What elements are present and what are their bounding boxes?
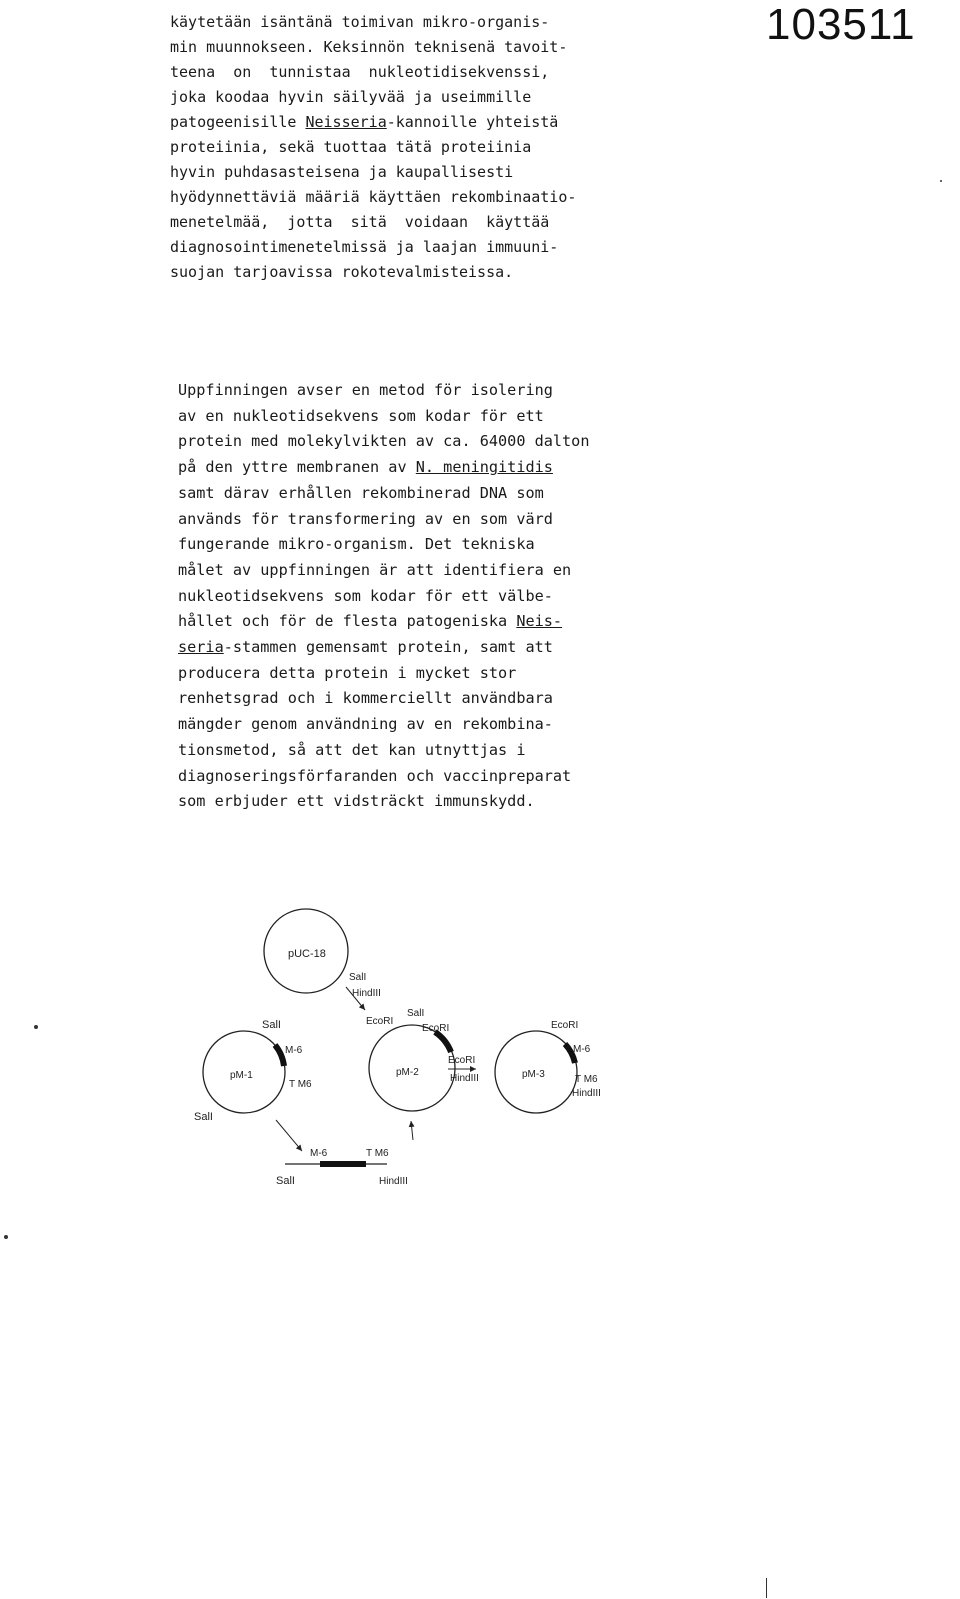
text-run: producera detta protein i mycket stor <box>178 663 517 682</box>
pm2-ecori-b-label: EcoRI <box>422 1023 450 1034</box>
text-line <box>178 609 608 635</box>
text-line <box>178 661 608 687</box>
pm2-hind3-label: HindIII <box>450 1073 479 1084</box>
text-line <box>178 635 608 661</box>
text-run: samt därav erhållen rekombinerad DNA som <box>178 483 544 502</box>
text-run: nukleotidsekvens som kodar för ett välbe- <box>178 586 553 605</box>
arrow-to-fragment <box>276 1120 302 1151</box>
text-line <box>170 60 710 85</box>
puc18-sal1-label: SalI <box>349 972 367 983</box>
fragment-sal1-label: SalI <box>276 1175 295 1187</box>
text-line <box>178 429 608 455</box>
fragment-insert <box>320 1161 366 1167</box>
pm1-m6-label: M-6 <box>285 1045 303 1056</box>
pm3-m6-label: M-6 <box>573 1044 591 1055</box>
species-name: Neis- <box>516 612 563 631</box>
text-line <box>170 110 710 135</box>
text-run: tionsmetod, så att det kan utnyttjas i <box>178 740 526 759</box>
text-run: menetelmää, jotta sitä voidaan käyttää <box>170 213 550 231</box>
text-run: diagnosointimenetelmissä ja laajan immuuni- <box>170 238 559 256</box>
text-run: används för transformering av en som värd <box>178 509 553 528</box>
text-line <box>170 260 710 285</box>
text-line <box>170 185 710 210</box>
text-line <box>178 507 608 533</box>
text-line <box>178 584 608 610</box>
text-run: teena on tunnistaa nukleotidisekvenssi, <box>170 63 550 81</box>
puc18-hind3-label: HindIII <box>352 988 381 999</box>
plasmid-construction-diagram <box>180 895 640 1205</box>
text-run: som erbjuder ett vidsträckt immunskydd. <box>178 792 535 811</box>
patent-number: 103511 <box>766 0 916 49</box>
text-run: på den yttre membranen av <box>178 458 416 477</box>
speck <box>4 1235 8 1239</box>
text-line <box>178 404 608 430</box>
text-run: suojan tarjoavissa rokotevalmisteissa. <box>170 263 514 281</box>
text-line <box>178 738 608 764</box>
finnish-paragraph <box>170 10 710 285</box>
text-line <box>178 558 608 584</box>
text-line <box>178 532 608 558</box>
text-line <box>170 35 710 60</box>
text-line <box>178 686 608 712</box>
arrow-from-fragment <box>411 1121 413 1140</box>
pm3-hind3-label: HindIII <box>572 1088 601 1099</box>
text-line <box>170 10 710 35</box>
text-run: diagnoseringsförfaranden och vaccinpreparat <box>178 766 572 785</box>
text-line <box>178 481 608 507</box>
puc18-label: pUC-18 <box>288 948 326 960</box>
text-run: hyödynnettäviä määriä käyttäen rekombinaatio- <box>170 188 577 206</box>
text-run: proteiinia, sekä tuottaa tätä proteiinia <box>170 138 532 156</box>
text-line <box>178 764 608 790</box>
pm2-label: pM-2 <box>396 1067 419 1078</box>
text-run: av en nukleotidsekvens som kodar för ett <box>178 406 544 425</box>
pm1-sal1-left-label: SalI <box>194 1111 213 1123</box>
species-name: Neisseria <box>305 113 387 131</box>
fragment-m6-label: M-6 <box>310 1148 328 1159</box>
text-run: joka koodaa hyvin säilyvää ja useimmille <box>170 88 532 106</box>
speck <box>940 180 942 182</box>
text-line <box>178 378 608 404</box>
pm1-label: pM-1 <box>230 1070 253 1081</box>
pm2-ecori-arrow-label: EcoRI <box>448 1055 476 1066</box>
fragment-tm6-label: T M6 <box>366 1148 389 1159</box>
pm3-ecori-label: EcoRI <box>551 1020 579 1031</box>
text-run: -stammen gemensamt protein, samt att <box>223 638 553 657</box>
fragment-hind3-label: HindIII <box>379 1176 408 1187</box>
pm1-tm6-label: T M6 <box>289 1079 312 1090</box>
text-line <box>170 135 710 160</box>
text-line <box>178 789 608 815</box>
text-line <box>170 210 710 235</box>
pm2-sal1-label: SalI <box>407 1008 425 1019</box>
text-line <box>170 235 710 260</box>
text-run: hållet och för de flesta patogeniska <box>178 612 517 631</box>
text-run: hyvin puhdasasteisena ja kaupallisesti <box>170 163 514 181</box>
text-run: patogeenisille <box>170 113 306 131</box>
text-run: protein med molekylvikten av ca. 64000 dalton <box>178 432 590 451</box>
pm1-sal1-top-label: SalI <box>262 1019 281 1031</box>
text-run: -kannoille yhteistä <box>386 113 559 131</box>
text-run: renhetsgrad och i kommerciellt användbara <box>178 689 553 708</box>
text-line <box>178 455 608 481</box>
swedish-paragraph <box>178 378 608 815</box>
text-run: fungerande mikro-organism. Det tekniska <box>178 535 535 554</box>
text-run: mängder genom användning av en rekombina- <box>178 715 553 734</box>
text-run: målet av uppfinningen är att identifiera en <box>178 560 572 579</box>
pm2-insert <box>435 1032 451 1052</box>
speck <box>34 1025 38 1029</box>
species-name: seria <box>178 638 224 657</box>
page-mark <box>766 1578 767 1598</box>
species-name: N. meningitidis <box>415 458 553 477</box>
pm3-label: pM-3 <box>522 1069 545 1080</box>
text-run: min muunnokseen. Keksinnön teknisenä tavoit- <box>170 38 568 56</box>
text-run: Uppfinningen avser en metod för isolering <box>178 381 553 399</box>
text-line <box>170 160 710 185</box>
pm1-insert <box>275 1045 284 1066</box>
text-line <box>170 85 710 110</box>
text-line <box>178 712 608 738</box>
pm3-tm6-label: T M6 <box>575 1074 598 1085</box>
text-run: käytetään isäntänä toimivan mikro-organis- <box>170 13 550 31</box>
pm2-ecori-a-label: EcoRI <box>366 1016 394 1027</box>
